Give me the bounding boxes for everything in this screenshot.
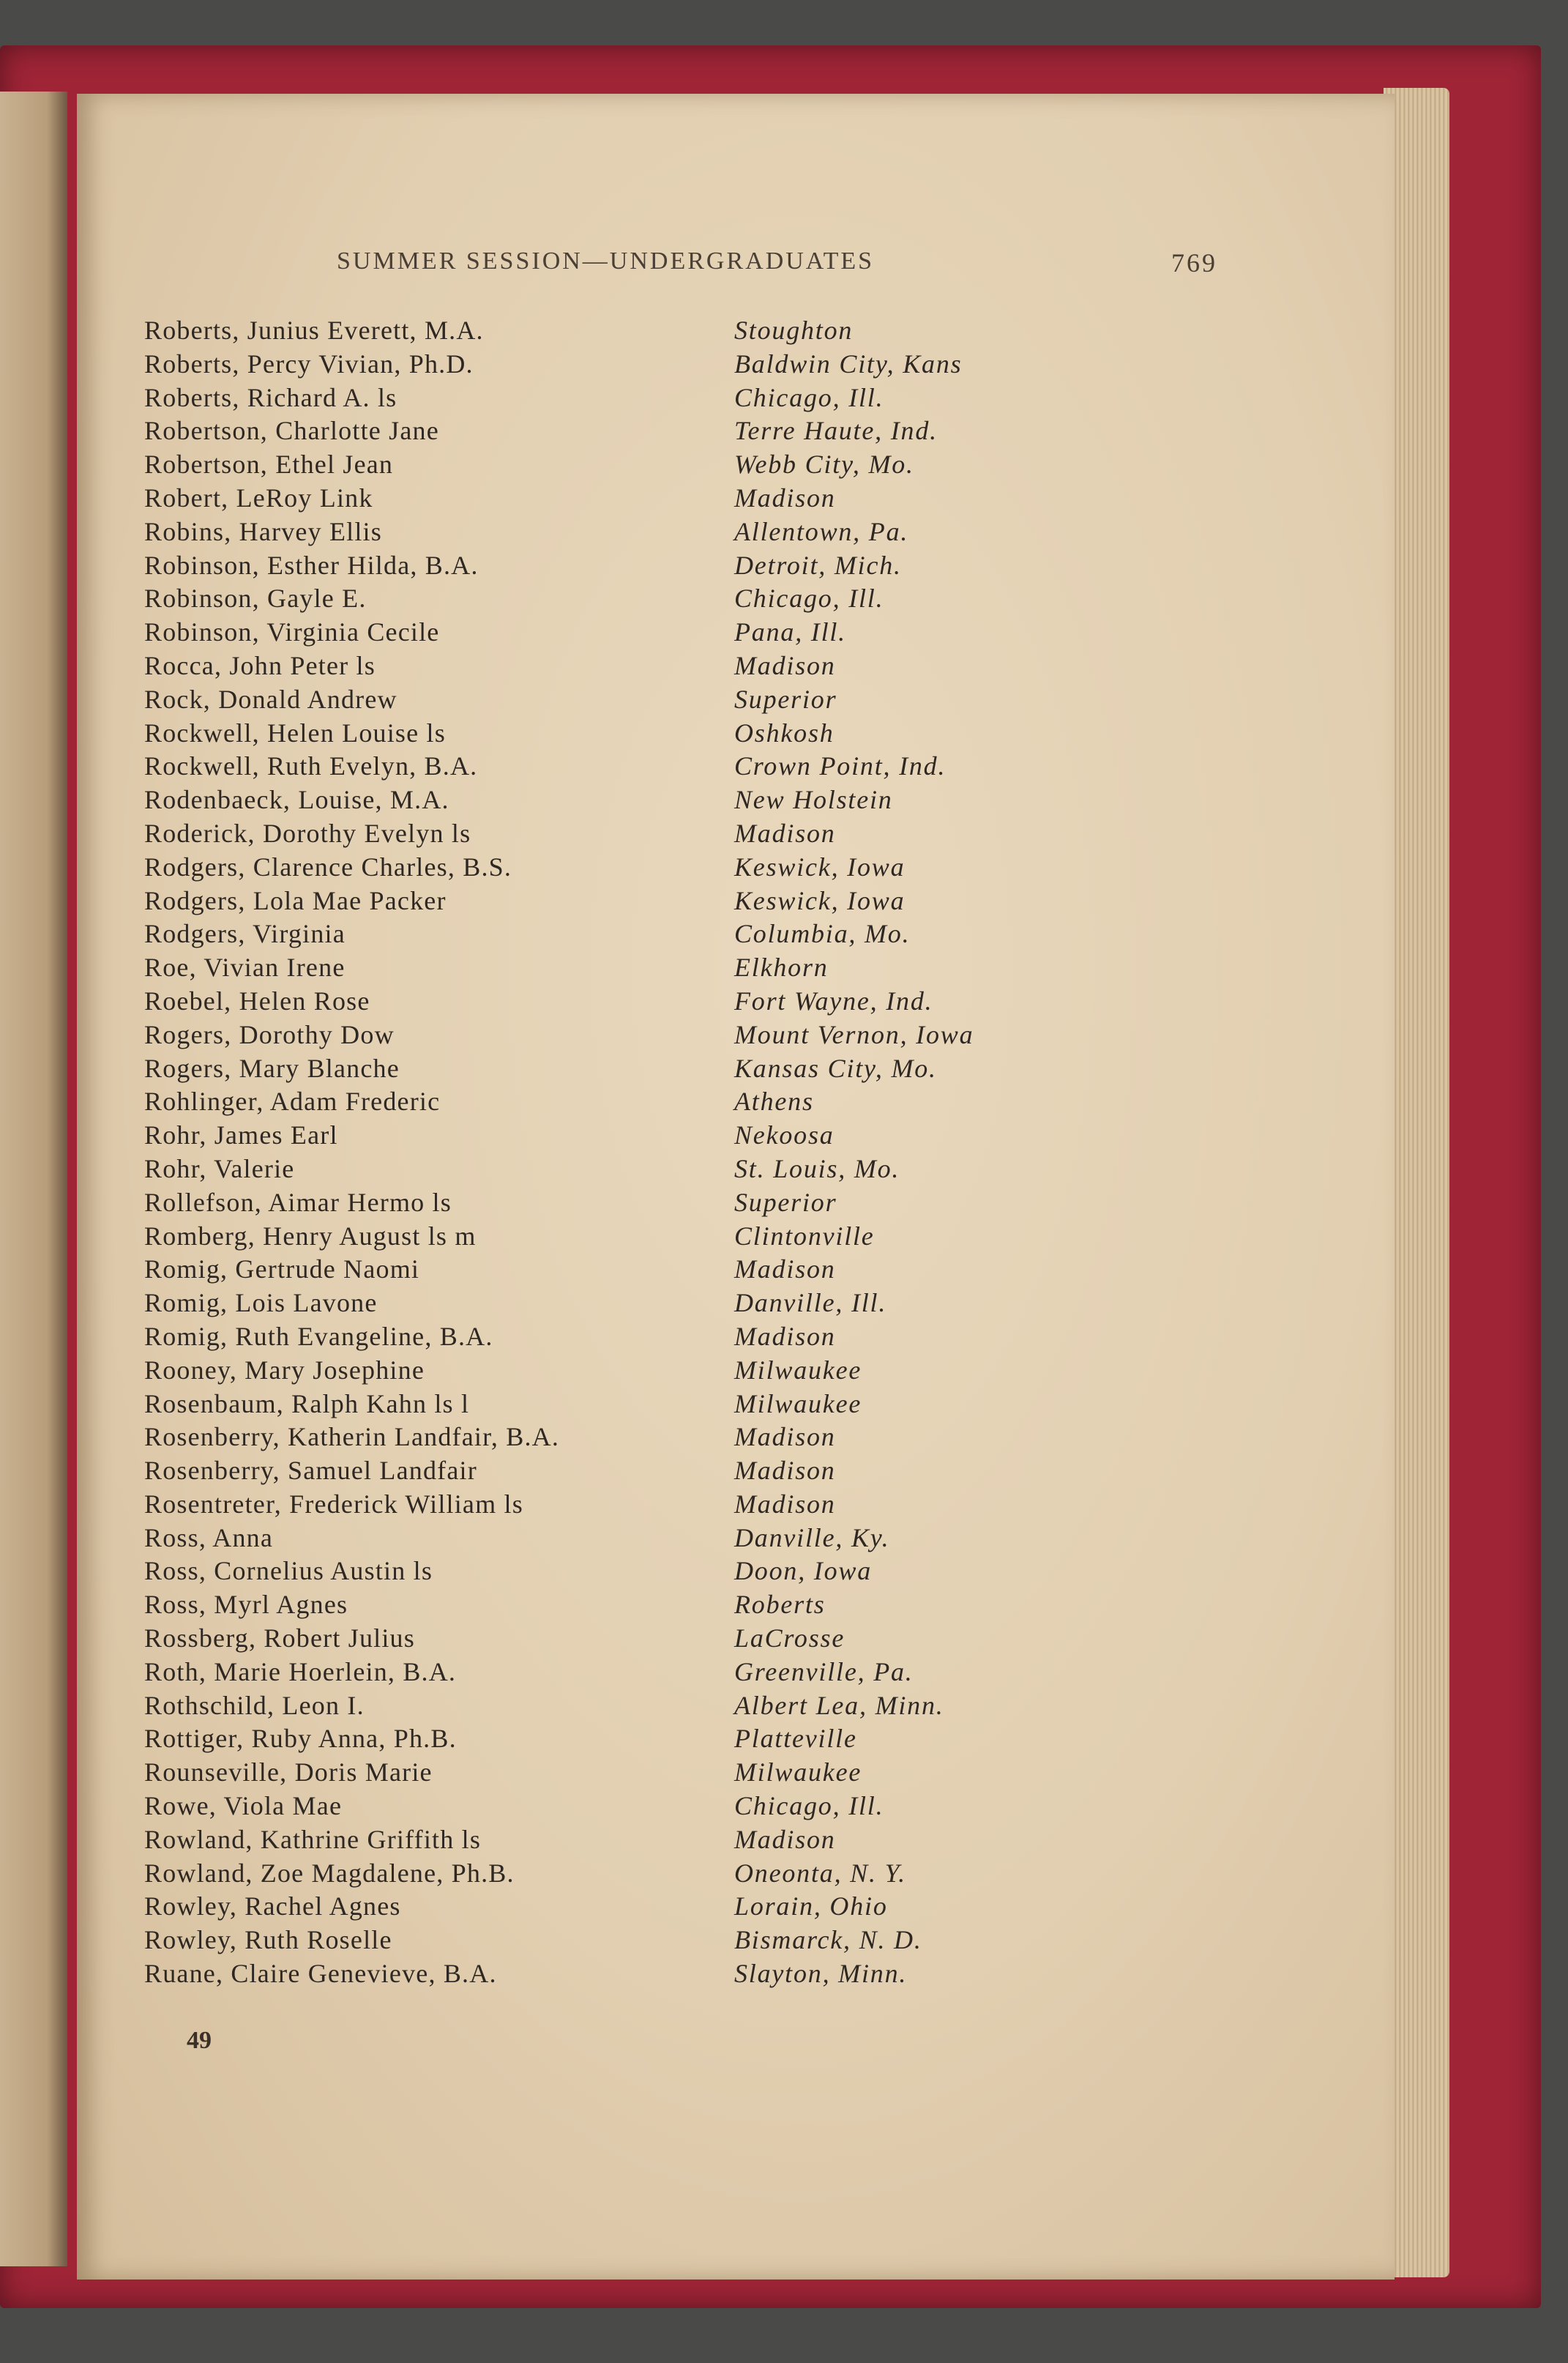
student-name: Rogers, Mary Blanche [144, 1053, 400, 1083]
hometown: Chicago, Ill. [734, 1791, 884, 1821]
list-item [77, 1221, 1395, 1254]
hometown: Elkhorn [734, 953, 829, 983]
list-item [77, 483, 1395, 516]
hometown: Allentown, Pa. [734, 516, 909, 546]
list-item [77, 415, 1395, 449]
student-name: Rocca, John Peter ls [144, 650, 376, 680]
student-name: Rollefson, Aimar Hermo ls [144, 1187, 452, 1217]
hometown: Greenville, Pa. [734, 1656, 914, 1686]
student-name: Robins, Harvey Ellis [144, 516, 382, 546]
list-item [77, 885, 1395, 919]
hometown: Chicago, Ill. [734, 382, 884, 412]
list-item [77, 1455, 1395, 1489]
student-name: Roderick, Dorothy Evelyn ls [144, 818, 471, 848]
hometown: Chicago, Ill. [734, 584, 884, 614]
hometown: Milwaukee [734, 1757, 862, 1787]
student-name: Rowland, Kathrine Griffith ls [144, 1824, 482, 1854]
hometown: Milwaukee [734, 1355, 862, 1385]
list-item [77, 1858, 1395, 1891]
hometown: Oneonta, N. Y. [734, 1858, 906, 1888]
student-name: Robinson, Virginia Cecile [144, 617, 440, 647]
list-item [77, 1388, 1395, 1422]
list-item [77, 1254, 1395, 1287]
list-item [77, 952, 1395, 986]
student-name: Robertson, Charlotte Jane [144, 416, 439, 446]
hometown: Madison [734, 1489, 836, 1519]
student-name: Roth, Marie Hoerlein, B.A. [144, 1656, 457, 1686]
list-item [77, 382, 1395, 416]
student-name: Rodgers, Clarence Charles, B.S. [144, 852, 512, 882]
hometown: Clintonville [734, 1221, 875, 1251]
book-page [77, 94, 1395, 2280]
list-item [77, 1690, 1395, 1724]
hometown: Mount Vernon, Iowa [734, 1019, 974, 1049]
list-item [77, 1321, 1395, 1355]
list-item [77, 918, 1395, 952]
list-item [77, 1153, 1395, 1187]
student-name: Robertson, Ethel Jean [144, 450, 394, 480]
student-name: Rogers, Dorothy Dow [144, 1019, 395, 1049]
list-item [77, 684, 1395, 718]
hometown: Lorain, Ohio [734, 1891, 888, 1921]
hometown: Stoughton [734, 316, 854, 345]
hometown: LaCrosse [734, 1623, 845, 1653]
student-name: Rock, Donald Andrew [144, 684, 397, 714]
list-item [77, 1589, 1395, 1623]
student-name: Rodenbaeck, Louise, M.A. [144, 785, 449, 815]
hometown: Doon, Iowa [734, 1556, 872, 1586]
student-name: Ruane, Claire Genevieve, B.A. [144, 1959, 497, 1989]
list-item [77, 1958, 1395, 1992]
list-item [77, 1522, 1395, 1556]
list-item [77, 617, 1395, 650]
student-name: Romig, Gertrude Naomi [144, 1254, 420, 1284]
list-item [77, 784, 1395, 818]
hometown: Kansas City, Mo. [734, 1053, 937, 1083]
directory-list [77, 315, 1395, 1992]
student-name: Rohlinger, Adam Frederic [144, 1087, 441, 1117]
hometown: Milwaukee [734, 1388, 862, 1418]
student-name: Rowley, Ruth Roselle [144, 1925, 392, 1955]
student-name: Rodgers, Virginia [144, 919, 346, 949]
student-name: Rooney, Mary Josephine [144, 1355, 425, 1385]
list-item [77, 516, 1395, 550]
hometown: Madison [734, 1422, 836, 1452]
hometown: Keswick, Iowa [734, 885, 906, 915]
student-name: Ross, Anna [144, 1522, 274, 1552]
list-item [77, 818, 1395, 852]
hometown: Keswick, Iowa [734, 852, 906, 882]
list-item [77, 1824, 1395, 1858]
list-item [77, 1656, 1395, 1690]
list-item [77, 1019, 1395, 1053]
student-name: Rockwell, Helen Louise ls [144, 718, 446, 748]
hometown: Danville, Ky. [734, 1522, 890, 1552]
hometown: Albert Lea, Minn. [734, 1690, 944, 1720]
list-item [77, 1355, 1395, 1388]
hometown: Nekoosa [734, 1120, 835, 1150]
list-item [77, 751, 1395, 784]
hometown: Bismarck, N. D. [734, 1925, 922, 1955]
student-name: Rowland, Zoe Magdalene, Ph.B. [144, 1858, 515, 1888]
student-name: Rounseville, Doris Marie [144, 1757, 433, 1787]
list-item [77, 1053, 1395, 1087]
student-name: Ross, Myrl Agnes [144, 1590, 348, 1620]
list-item [77, 1120, 1395, 1153]
hometown: New Holstein [734, 785, 893, 815]
student-name: Rosenbaum, Ralph Kahn ls l [144, 1388, 470, 1418]
student-name: Rottiger, Ruby Anna, Ph.B. [144, 1724, 457, 1754]
student-name: Romberg, Henry August ls m [144, 1221, 477, 1251]
hometown: Fort Wayne, Ind. [734, 986, 933, 1016]
hometown: Athens [734, 1087, 814, 1117]
running-header [77, 248, 1395, 291]
list-item [77, 1790, 1395, 1824]
student-name: Romig, Ruth Evangeline, B.A. [144, 1321, 493, 1351]
facing-page-edge [0, 92, 67, 2266]
student-name: Rothschild, Leon I. [144, 1690, 365, 1720]
list-item [77, 650, 1395, 684]
hometown: Slayton, Minn. [734, 1959, 908, 1989]
page-number: 769 [1171, 248, 1217, 278]
hometown: Madison [734, 483, 836, 513]
list-item [77, 550, 1395, 584]
student-name: Roberts, Percy Vivian, Ph.D. [144, 349, 474, 379]
list-item [77, 583, 1395, 617]
hometown: Danville, Ill. [734, 1288, 887, 1318]
hometown: Webb City, Mo. [734, 450, 914, 480]
hometown: Roberts [734, 1590, 826, 1620]
hometown: Crown Point, Ind. [734, 751, 947, 781]
list-item [77, 852, 1395, 885]
student-name: Rockwell, Ruth Evelyn, B.A. [144, 751, 478, 781]
list-item [77, 1555, 1395, 1589]
hometown: Columbia, Mo. [734, 919, 911, 949]
list-item [77, 1287, 1395, 1321]
running-title: SUMMER SESSION—UNDERGRADUATES [337, 248, 875, 275]
student-name: Rossberg, Robert Julius [144, 1623, 415, 1653]
list-item [77, 718, 1395, 751]
student-name: Roe, Vivian Irene [144, 953, 346, 983]
signature-mark: 49 [187, 2027, 212, 2054]
student-name: Rowe, Viola Mae [144, 1791, 343, 1821]
hometown: Madison [734, 818, 836, 848]
student-name: Roberts, Junius Everett, M.A. [144, 316, 484, 345]
student-name: Romig, Lois Lavone [144, 1288, 378, 1318]
hometown: Baldwin City, Kans [734, 349, 963, 379]
list-item [77, 1421, 1395, 1455]
list-item [77, 449, 1395, 483]
hometown: Platteville [734, 1724, 857, 1754]
hometown: Madison [734, 650, 836, 680]
list-item [77, 1757, 1395, 1790]
hometown: Superior [734, 1187, 837, 1217]
list-item [77, 1489, 1395, 1522]
student-name: Rosenberry, Katherin Landfair, B.A. [144, 1422, 560, 1452]
hometown: Pana, Ill. [734, 617, 846, 647]
student-name: Robert, LeRoy Link [144, 483, 373, 513]
hometown: Oshkosh [734, 718, 835, 748]
student-name: Robinson, Gayle E. [144, 584, 367, 614]
hometown: St. Louis, Mo. [734, 1153, 900, 1183]
hometown: Madison [734, 1824, 836, 1854]
student-name: Roberts, Richard A. ls [144, 382, 397, 412]
list-item [77, 1086, 1395, 1120]
list-item [77, 349, 1395, 382]
hometown: Superior [734, 684, 837, 714]
hometown: Madison [734, 1321, 836, 1351]
student-name: Roebel, Helen Rose [144, 986, 370, 1016]
list-item [77, 1187, 1395, 1221]
list-item [77, 986, 1395, 1019]
student-name: Rosentreter, Frederick William ls [144, 1489, 523, 1519]
student-name: Rohr, James Earl [144, 1120, 338, 1150]
student-name: Robinson, Esther Hilda, B.A. [144, 550, 479, 580]
list-item [77, 1723, 1395, 1757]
hometown: Madison [734, 1456, 836, 1486]
student-name: Rohr, Valerie [144, 1153, 295, 1183]
student-name: Rowley, Rachel Agnes [144, 1891, 401, 1921]
list-item [77, 1924, 1395, 1958]
list-item [77, 1891, 1395, 1924]
hometown: Detroit, Mich. [734, 550, 902, 580]
student-name: Ross, Cornelius Austin ls [144, 1556, 433, 1586]
list-item [77, 315, 1395, 349]
hometown: Madison [734, 1254, 836, 1284]
list-item [77, 1623, 1395, 1656]
student-name: Rosenberry, Samuel Landfair [144, 1456, 477, 1486]
student-name: Rodgers, Lola Mae Packer [144, 885, 447, 915]
hometown: Terre Haute, Ind. [734, 416, 938, 446]
